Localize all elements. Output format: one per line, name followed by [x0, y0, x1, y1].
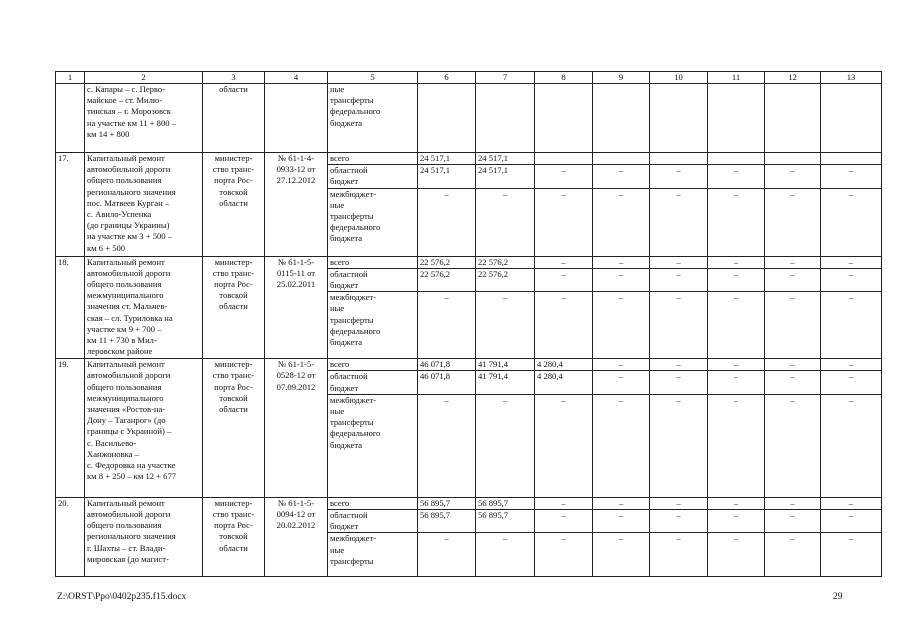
project-description: Капитальный ремонт автомобильной дороги общего пользования межмуниципального значения «Ростов-на- Дону – Таганрог» (до границы с Украиной) – с. Васильево- Ханжоновка – с. Федоровка на участке км 8 + 250 – км 12 + 677 — [85, 359, 203, 498]
value-cell: 24 517,1 — [476, 153, 535, 165]
project-description: Капитальный ремонт автомобильной дороги общего пользования регионального значения г. Шахты – ст. Влади- мировская (до магист- — [85, 497, 203, 577]
value-cell — [821, 84, 882, 153]
value-cell: 22 576,2 — [418, 268, 476, 291]
value-cell — [708, 153, 765, 165]
value-cell: – — [821, 165, 882, 188]
value-cell: – — [765, 510, 821, 533]
value-cell: – — [418, 292, 476, 359]
footer-page-number: 29 — [833, 592, 843, 602]
value-cell: – — [476, 533, 535, 577]
value-cell: – — [535, 188, 593, 256]
value-cell: – — [535, 497, 593, 509]
value-cell: – — [708, 165, 765, 188]
column-number: 9 — [593, 72, 650, 84]
value-cell: – — [765, 188, 821, 256]
value-cell — [650, 84, 708, 153]
value-cell: – — [650, 394, 708, 497]
value-cell: 56 895,7 — [418, 497, 476, 509]
funding-source: областной бюджет — [328, 165, 418, 188]
continuation-row — [56, 84, 882, 153]
value-cell: – — [418, 394, 476, 497]
row-number-cell: 17. — [56, 153, 85, 257]
ministry-cell: министер- ство транс- порта Рос- товской области — [203, 153, 265, 257]
value-cell: – — [821, 359, 882, 371]
funding-source: областной бюджет — [328, 268, 418, 291]
value-cell: – — [821, 256, 882, 268]
column-number: 2 — [85, 72, 203, 84]
value-cell: – — [535, 256, 593, 268]
column-number: 3 — [203, 72, 265, 84]
funding-source: межбюджет- ные трансферты федерального бюджета — [328, 394, 418, 497]
value-cell: – — [476, 292, 535, 359]
value-cell: – — [418, 188, 476, 256]
value-cell: – — [650, 188, 708, 256]
value-cell: 24 517,1 — [418, 165, 476, 188]
value-cell: – — [593, 256, 650, 268]
footer-filename: Z:\ORST\Ppo\0402p235.f15.docx — [57, 592, 187, 602]
funding-source: областной бюджет — [328, 510, 418, 533]
value-cell: – — [708, 371, 765, 394]
value-cell: – — [821, 497, 882, 509]
value-cell: – — [765, 256, 821, 268]
value-cell: 41 791,4 — [476, 359, 535, 371]
column-number: 13 — [821, 72, 882, 84]
table-row — [56, 359, 882, 371]
funding-source: всего — [328, 153, 418, 165]
row-number-cell: 18. — [56, 256, 85, 359]
funding-source: межбюджет- ные трансферты — [328, 533, 418, 577]
funding-source: областной бюджет — [328, 371, 418, 394]
value-cell: – — [708, 256, 765, 268]
value-cell: 22 576,2 — [476, 256, 535, 268]
value-cell: – — [650, 292, 708, 359]
contract-cell: № 61-1-5- 0528-12 от 07.09.2012 — [265, 359, 328, 498]
value-cell — [593, 84, 650, 153]
value-cell: – — [535, 165, 593, 188]
value-cell — [821, 153, 882, 165]
value-cell — [593, 153, 650, 165]
value-cell: – — [765, 497, 821, 509]
column-number: 1 — [56, 72, 85, 84]
value-cell: – — [476, 394, 535, 497]
document-table — [55, 71, 882, 577]
value-cell: – — [650, 533, 708, 577]
value-cell: 4 280,4 — [535, 359, 593, 371]
value-cell: – — [650, 371, 708, 394]
value-cell: – — [593, 165, 650, 188]
value-cell: – — [535, 292, 593, 359]
column-number: 4 — [265, 72, 328, 84]
project-description: Капитальный ремонт автомобильной дороги общего пользования регионального значения пос. Матвеев Курган – с. Авило-Успенка (до границы Украины) на участке км 3 + 500 – км 6 + 500 — [85, 153, 203, 257]
value-cell: 56 895,7 — [418, 510, 476, 533]
column-number: 6 — [418, 72, 476, 84]
table-row — [56, 153, 882, 165]
value-cell: – — [535, 268, 593, 291]
value-cell: – — [593, 359, 650, 371]
value-cell: – — [821, 533, 882, 577]
table-row — [56, 256, 882, 268]
row-number-cell — [56, 84, 85, 153]
value-cell: – — [593, 188, 650, 256]
value-cell: 24 517,1 — [476, 165, 535, 188]
value-cell: – — [593, 510, 650, 533]
funding-source: межбюджет- ные трансферты федерального бюджета — [328, 292, 418, 359]
value-cell — [650, 153, 708, 165]
value-cell: – — [593, 394, 650, 497]
value-cell: – — [418, 533, 476, 577]
value-cell: – — [593, 292, 650, 359]
contract-cell: № 61-1-4- 0933-12 от 27.12.2012 — [265, 153, 328, 257]
value-cell: – — [708, 188, 765, 256]
column-number: 7 — [476, 72, 535, 84]
column-number-row — [56, 72, 882, 84]
value-cell: – — [650, 497, 708, 509]
funding-source: всего — [328, 256, 418, 268]
value-cell: – — [650, 268, 708, 291]
funding-source: всего — [328, 359, 418, 371]
value-cell: 46 071,8 — [418, 359, 476, 371]
project-description: с. Капары – с. Перво- майское – ст. Милю- тинская – г. Морозовск на участке км 11 + 800 – км 14 + 800 — [85, 84, 203, 153]
value-cell: – — [765, 165, 821, 188]
value-cell — [476, 84, 535, 153]
value-cell — [535, 153, 593, 165]
value-cell: – — [650, 510, 708, 533]
value-cell — [765, 153, 821, 165]
value-cell: 24 517,1 — [418, 153, 476, 165]
value-cell: – — [765, 394, 821, 497]
value-cell: – — [821, 268, 882, 291]
funding-source: всего — [328, 497, 418, 509]
ministry-cell: области — [203, 84, 265, 153]
column-number: 12 — [765, 72, 821, 84]
value-cell: – — [821, 510, 882, 533]
column-number: 5 — [328, 72, 418, 84]
project-description: Капитальный ремонт автомобильной дороги общего пользования межмуниципального значения ст. Мальчев- ская – сл. Туриловка на участке км 9 + 700 – км 11 + 730 в Мил- леровском районе — [85, 256, 203, 359]
column-number: 10 — [650, 72, 708, 84]
value-cell — [708, 84, 765, 153]
value-cell: – — [821, 292, 882, 359]
value-cell: – — [476, 188, 535, 256]
value-cell: – — [708, 359, 765, 371]
ministry-cell: министер- ство транс- порта Рос- товской области — [203, 497, 265, 577]
ministry-cell: министер- ство транс- порта Рос- товской области — [203, 256, 265, 359]
value-cell: – — [593, 268, 650, 291]
value-cell: – — [535, 510, 593, 533]
funding-source: межбюджет- ные трансферты федерального бюджета — [328, 188, 418, 256]
contract-cell: № 61-1-5- 0115-11 от 25.02.2011 — [265, 256, 328, 359]
value-cell: – — [593, 533, 650, 577]
value-cell: – — [708, 394, 765, 497]
funding-source: ные трансферты федерального бюджета — [328, 84, 418, 153]
value-cell: – — [765, 292, 821, 359]
value-cell — [535, 84, 593, 153]
value-cell: 4 280,4 — [535, 371, 593, 394]
value-cell: – — [708, 510, 765, 533]
value-cell: 56 895,7 — [476, 510, 535, 533]
value-cell: – — [765, 371, 821, 394]
value-cell: – — [650, 359, 708, 371]
value-cell: – — [708, 292, 765, 359]
ministry-cell: министер- ство транс- порта Рос- товской области — [203, 359, 265, 498]
value-cell: – — [535, 533, 593, 577]
column-number: 11 — [708, 72, 765, 84]
value-cell — [765, 84, 821, 153]
value-cell: – — [765, 268, 821, 291]
value-cell: – — [593, 497, 650, 509]
value-cell: – — [708, 497, 765, 509]
value-cell: – — [821, 394, 882, 497]
value-cell: – — [821, 188, 882, 256]
table-row — [56, 497, 882, 509]
value-cell — [418, 84, 476, 153]
value-cell: 41 791,4 — [476, 371, 535, 394]
value-cell: – — [708, 533, 765, 577]
value-cell: – — [765, 359, 821, 371]
value-cell: – — [708, 268, 765, 291]
value-cell: – — [650, 256, 708, 268]
contract-cell: № 61-1-5- 0094-12 от 20.02.2012 — [265, 497, 328, 577]
value-cell: – — [765, 533, 821, 577]
value-cell: 56 895,7 — [476, 497, 535, 509]
value-cell: – — [650, 165, 708, 188]
value-cell: – — [535, 394, 593, 497]
value-cell: 22 576,2 — [476, 268, 535, 291]
row-number-cell: 19. — [56, 359, 85, 498]
row-number-cell: 20. — [56, 497, 85, 577]
value-cell: – — [593, 371, 650, 394]
value-cell: – — [821, 371, 882, 394]
column-number: 8 — [535, 72, 593, 84]
value-cell: 22 576,2 — [418, 256, 476, 268]
value-cell: 46 071,8 — [418, 371, 476, 394]
contract-cell — [265, 84, 328, 153]
